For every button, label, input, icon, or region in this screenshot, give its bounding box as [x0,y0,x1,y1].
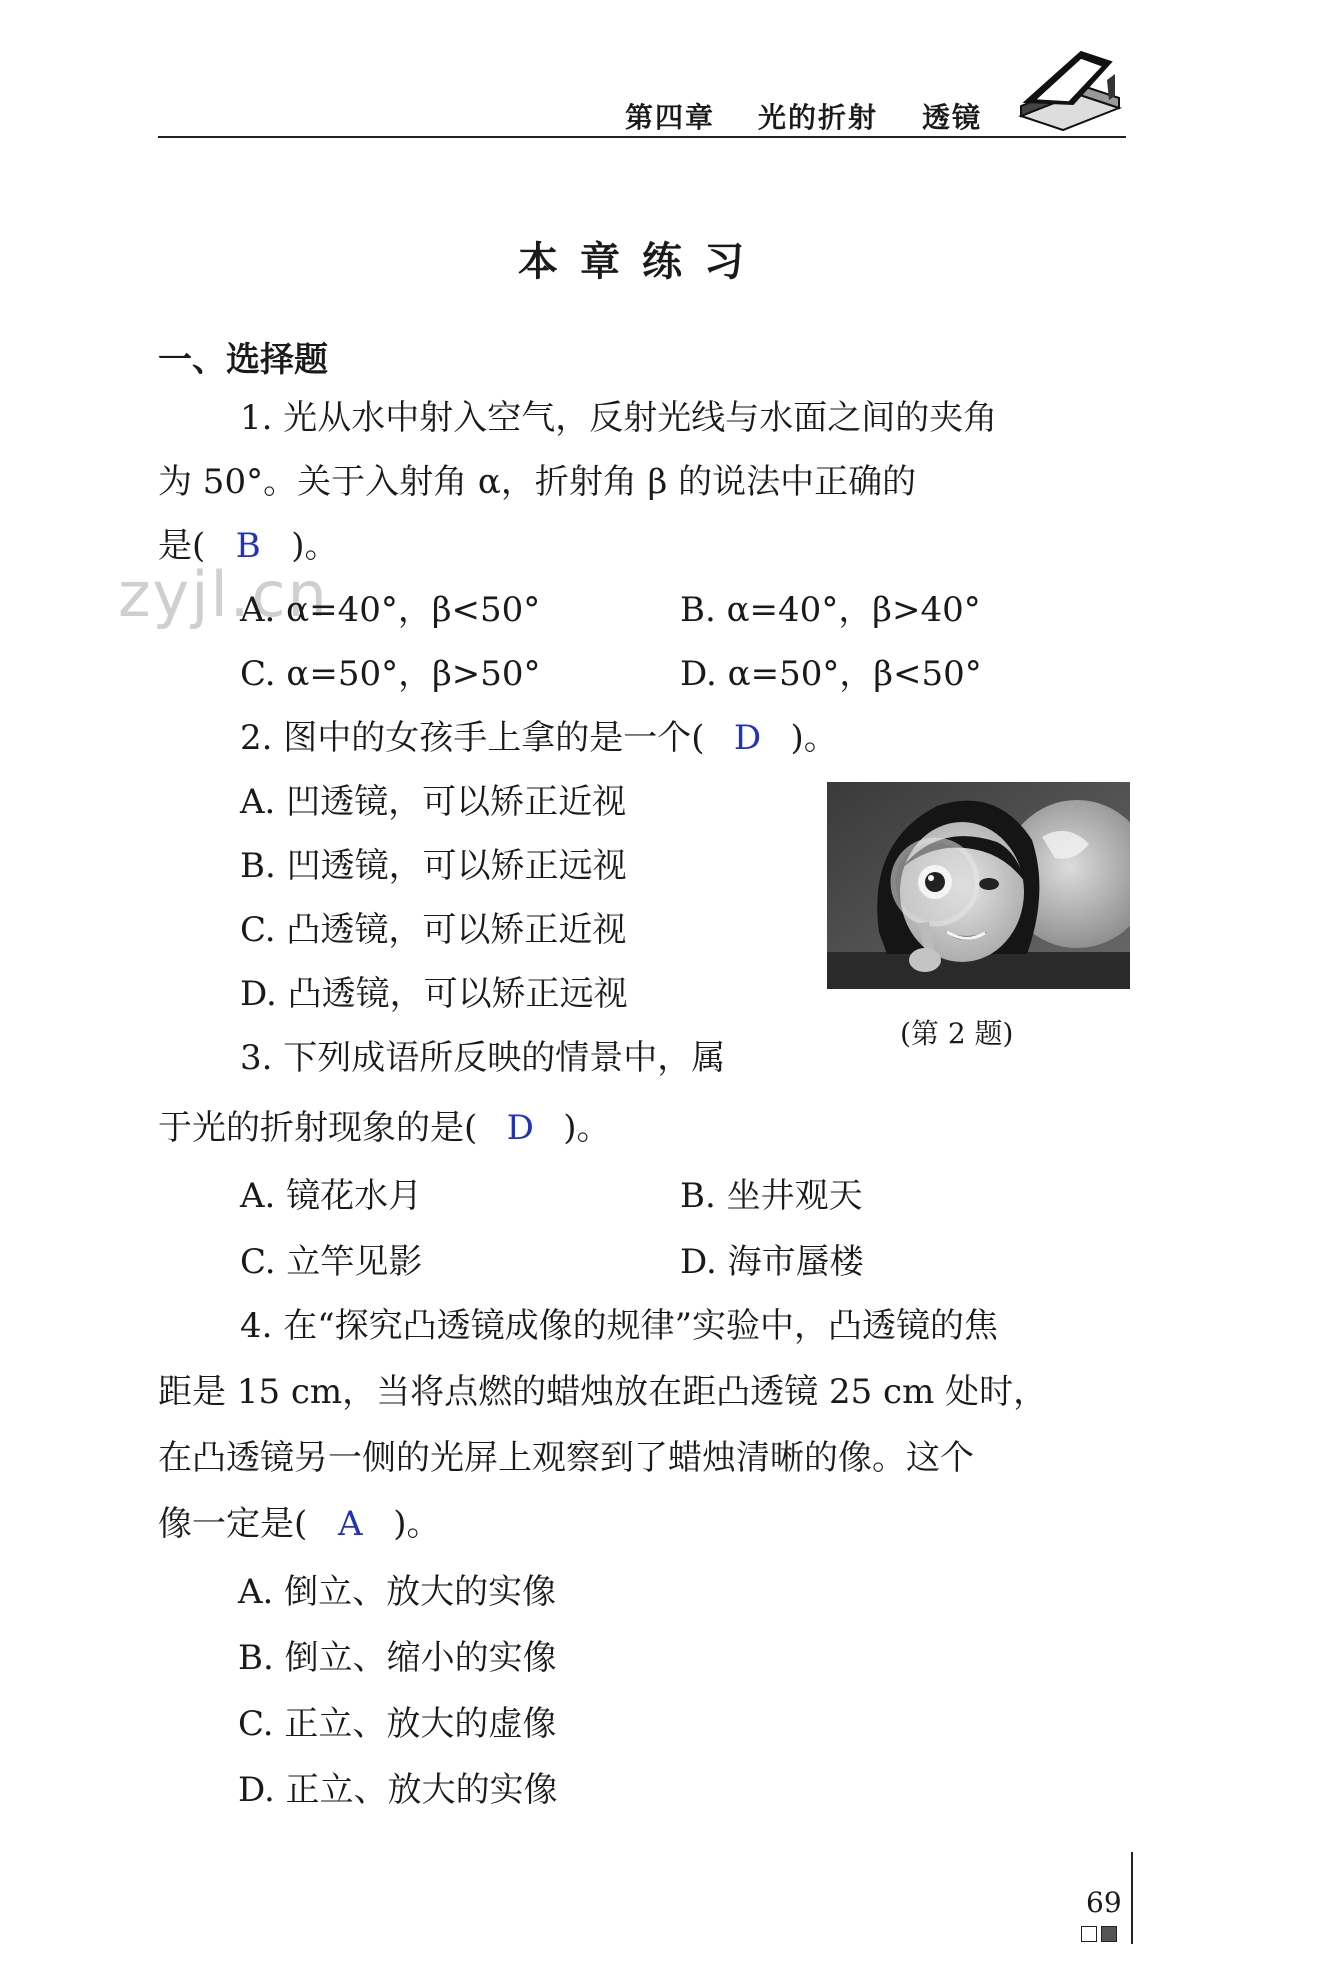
q4-close: )。 [393,1504,441,1544]
q1-option-d: D. α=50°，β<50° [680,654,982,694]
watermark: zyjl.cn [118,558,329,631]
q2-stem-text: 2. 图中的女孩手上拿的是一个( [240,718,705,758]
q1-option-b: B. α=40°，β>40° [680,590,981,630]
page-number: 69 [1086,1886,1122,1919]
girl-magnifier-photo [827,782,1130,989]
header-topic: 光的折射 [758,101,879,134]
q3-option-c: C. 立竿见影 [240,1242,423,1282]
q1-option-a: A. α=40°，β<50° [240,590,541,630]
q1-line1: 1. 光从水中射入空气，反射光线与水面之间的夹角 [240,398,998,438]
q1-option-c: C. α=50°，β>50° [240,654,541,694]
q4-option-c: C. 正立、放大的虚像 [238,1704,557,1744]
section-heading: 一、选择题 [158,340,328,380]
header-subtopic: 透镜 [922,101,983,134]
q4-line2: 距是 15 cm，当将点燃的蜡烛放在距凸透镜 25 cm 处时， [158,1372,1048,1412]
footer-box-filled [1101,1926,1117,1942]
q4-line3: 在凸透镜另一侧的光屏上观察到了蜡烛清晰的像。这个 [158,1438,974,1478]
q2-option-b: B. 凹透镜，可以矫正远视 [240,846,627,886]
q1-answer: B [235,526,261,566]
q2-option-d: D. 凸透镜，可以矫正远视 [240,974,628,1014]
q4-line1: 4. 在“探究凸透镜成像的规律”实验中，凸透镜的焦 [240,1306,999,1346]
q4-option-b: B. 倒立、缩小的实像 [238,1638,557,1678]
page-title: 本章练习 [518,238,766,285]
q2-caption: (第 2 题) [900,1017,1014,1050]
q1-close: )。 [291,526,339,566]
header-chapter: 第四章 [625,101,716,134]
q3-stem-end: 于光的折射现象的是( [158,1108,478,1148]
q4-option-a: A. 倒立、放大的实像 [238,1572,557,1612]
q2-option-c: C. 凸透镜，可以矫正近视 [240,910,627,950]
q1-stem-end: 是( [158,526,206,566]
page-number-rule [1131,1852,1133,1944]
q2-option-a: A. 凹透镜，可以矫正近视 [240,782,627,822]
q4-option-d: D. 正立、放大的实像 [238,1770,558,1810]
q3-option-a: A. 镜花水月 [240,1176,423,1216]
q2-stem [240,718,838,758]
q2-close: )。 [790,718,838,758]
q4-answer: A [337,1504,363,1544]
q2-answer: D [733,718,762,758]
q3-line1: 3. 下列成语所反映的情景中，属 [240,1038,726,1078]
q4-answer-line [158,1504,441,1544]
q3-option-b: B. 坐井观天 [680,1176,863,1216]
q3-close: )。 [563,1108,611,1148]
footer-box-empty [1081,1926,1097,1942]
q3-option-d: D. 海市蜃楼 [680,1242,864,1282]
q3-answer-line [158,1108,611,1148]
header-rule [158,136,1126,138]
q3-answer: D [506,1108,534,1148]
book-icon [1015,44,1125,132]
q4-stem-end: 像一定是( [158,1504,308,1544]
q1-line2: 为 50°。关于入射角 α，折射角 β 的说法中正确的 [158,462,917,502]
q1-answer-line [158,526,339,566]
